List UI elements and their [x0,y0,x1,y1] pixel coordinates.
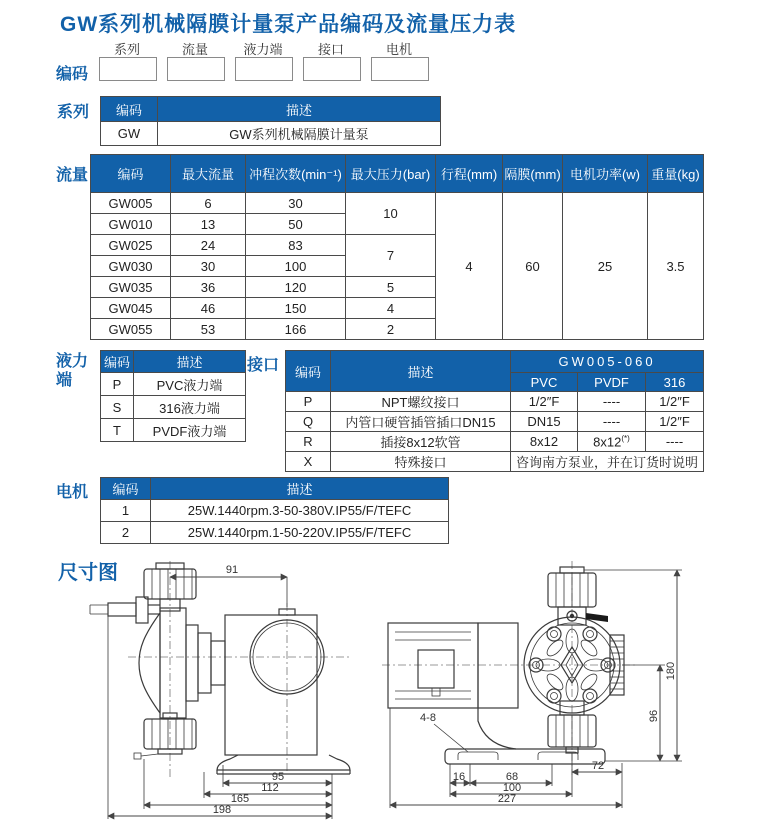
cell-code: S [101,396,134,419]
cell-strokes: 100 [246,256,346,277]
series-section-label: 系列 [57,104,90,121]
cell-note: 咨询南方泵业，并在订货时说明 [511,452,704,472]
cell-flow: 46 [171,298,246,319]
coding-field-label-series: 系列 [113,42,140,57]
dim-label: 96 [648,709,660,723]
cell-desc: NPT螺纹接口 [331,392,511,412]
iface-header-desc: 描述 [331,351,511,392]
cell-desc: PVC液力端 [134,373,246,396]
table-row [101,500,449,522]
cell-desc: 特殊接口 [331,452,511,472]
cell-strokes: 83 [246,235,346,256]
cell-code: GW055 [91,319,171,340]
dim-label: 100 [502,782,522,794]
coding-field-label-hydraulic: 液力端 [243,42,283,57]
flow-header-code: 编码 [91,155,171,193]
coding-box-motor [371,57,429,81]
cell-pressure: 10 [346,193,436,235]
table-row [101,419,246,442]
dim-label: 227 [497,793,517,805]
cell-code: R [286,432,331,452]
series-table [100,96,441,146]
cell-pressure: 2 [346,319,436,340]
hydraulic-end-table [100,350,246,442]
flow-header-maxflow: 最大流量 [171,155,246,193]
cell-pvdf: ---- [578,412,646,432]
table-row [101,522,449,544]
cell-pressure: 5 [346,277,436,298]
cell-code: GW005 [91,193,171,214]
table-row [91,193,704,214]
cell-power: 25 [563,193,648,340]
dimension-drawings [60,553,770,821]
coding-box-hydraulic [235,57,293,81]
motor-section-label: 电机 [56,484,89,501]
motor-table [100,477,449,544]
cell-code: Q [286,412,331,432]
coding-field-label-flow: 流量 [181,42,208,57]
cell-code: GW010 [91,214,171,235]
cell-code: X [286,452,331,472]
dim-label: 165 [230,793,250,805]
cell-strokes: 150 [246,298,346,319]
series-header-code: 编码 [101,97,158,122]
cell-flow: 24 [171,235,246,256]
cell-pressure: 7 [346,235,436,277]
page-title: GW系列机械隔膜计量泵产品编码及流量压力表 [60,13,517,36]
dim-label: 4-8 [420,712,436,724]
interface-table [285,350,704,472]
dim-label: 112 [261,782,279,794]
cell-pvdf: ---- [578,392,646,412]
cell-316: ---- [646,432,704,452]
motor-header-row [101,478,449,500]
motor-header-code: 编码 [101,478,151,500]
series-code: GW [101,122,158,146]
series-header-row [101,97,441,122]
coding-box-flow [167,57,225,81]
cell-code: GW030 [91,256,171,277]
cell-code: GW045 [91,298,171,319]
dim-label: 198 [212,804,232,816]
interface-section-label: 接口 [247,357,280,374]
table-row [101,373,246,396]
cell-flow: 36 [171,277,246,298]
cell-stroke-mm: 4 [436,193,503,340]
table-row [101,396,246,419]
cell-code: 1 [101,500,151,522]
coding-box-series [99,57,157,81]
cell-code: P [286,392,331,412]
side-view-drawing [90,561,352,819]
cell-pvc: 1/2″F [511,392,578,412]
hyd-header-code: 编码 [101,351,134,373]
cell-desc: 插接8x12软管 [331,432,511,452]
cell-code: GW035 [91,277,171,298]
flow-table [90,154,704,340]
table-row [286,452,704,472]
hydraulic-header-row [101,351,246,373]
cell-strokes: 50 [246,214,346,235]
flow-header-weight: 重量(kg) [648,155,704,193]
cell-flow: 53 [171,319,246,340]
iface-subheader-pvdf: PVDF [578,373,646,392]
cell-strokes: 120 [246,277,346,298]
flow-header-row [91,155,704,193]
table-row [101,122,441,146]
coding-section-label: 编码 [56,66,89,83]
cell-flow: 30 [171,256,246,277]
cell-desc: 25W.1440rpm.3-50-380V.IP55/F/TEFC [151,500,449,522]
interface-header-row [286,351,704,373]
motor-header-desc: 描述 [151,478,449,500]
cell-diaphragm: 60 [503,193,563,340]
footnote-marker: (*) [621,433,630,443]
cell-strokes: 166 [246,319,346,340]
cell-code: P [101,373,134,396]
series-header-desc: 描述 [158,97,441,122]
table-row [286,412,704,432]
cell-pvdf [578,432,646,452]
front-view-drawing [382,561,682,808]
dim-label: 180 [665,661,677,681]
coding-field-label-interface: 接口 [317,42,344,57]
dimension-section-label: 尺寸图 [58,562,118,584]
cell-strokes: 30 [246,193,346,214]
dim-label: 91 [225,564,239,576]
table-row [286,392,704,412]
flow-header-diaphragm: 隔膜(mm) [503,155,563,193]
cell-flow: 13 [171,214,246,235]
dim-label: 16 [452,771,466,783]
cell-code: 2 [101,522,151,544]
cell-pressure: 4 [346,298,436,319]
cell-316: 1/2″F [646,392,704,412]
hyd-header-desc: 描述 [134,351,246,373]
flow-header-pressure: 最大压力(bar) [346,155,436,193]
flow-section-label: 流量 [56,167,89,184]
cell-pvc: DN15 [511,412,578,432]
dim-label: 95 [271,771,285,783]
series-desc: GW系列机械隔膜计量泵 [158,122,441,146]
flow-header-stroke-mm: 行程(mm) [436,155,503,193]
pvdf-value: 8x12 [593,434,622,450]
cell-weight: 3.5 [648,193,704,340]
cell-pvc: 8x12 [511,432,578,452]
cell-desc: 316液力端 [134,396,246,419]
table-row [286,432,704,452]
iface-header-group: GW005-060 [511,351,704,373]
coding-box-interface [303,57,361,81]
hydraulic-section-label: 液力端 [56,353,89,389]
cell-316: 1/2″F [646,412,704,432]
cell-desc: PVDF液力端 [134,419,246,442]
iface-subheader-316: 316 [646,373,704,392]
iface-header-code: 编码 [286,351,331,392]
coding-field-label-motor: 电机 [385,42,412,57]
iface-subheader-pvc: PVC [511,373,578,392]
cell-code: T [101,419,134,442]
cell-desc: 内管口硬管插管插口DN15 [331,412,511,432]
flow-header-strokes: 冲程次数(min⁻¹) [246,155,346,193]
cell-desc: 25W.1440rpm.1-50-220V.IP55/F/TEFC [151,522,449,544]
dim-label: 68 [505,771,519,783]
cell-code: GW025 [91,235,171,256]
cell-flow: 6 [171,193,246,214]
dim-label: 72 [591,760,605,772]
flow-header-power: 电机功率(w) [563,155,648,193]
